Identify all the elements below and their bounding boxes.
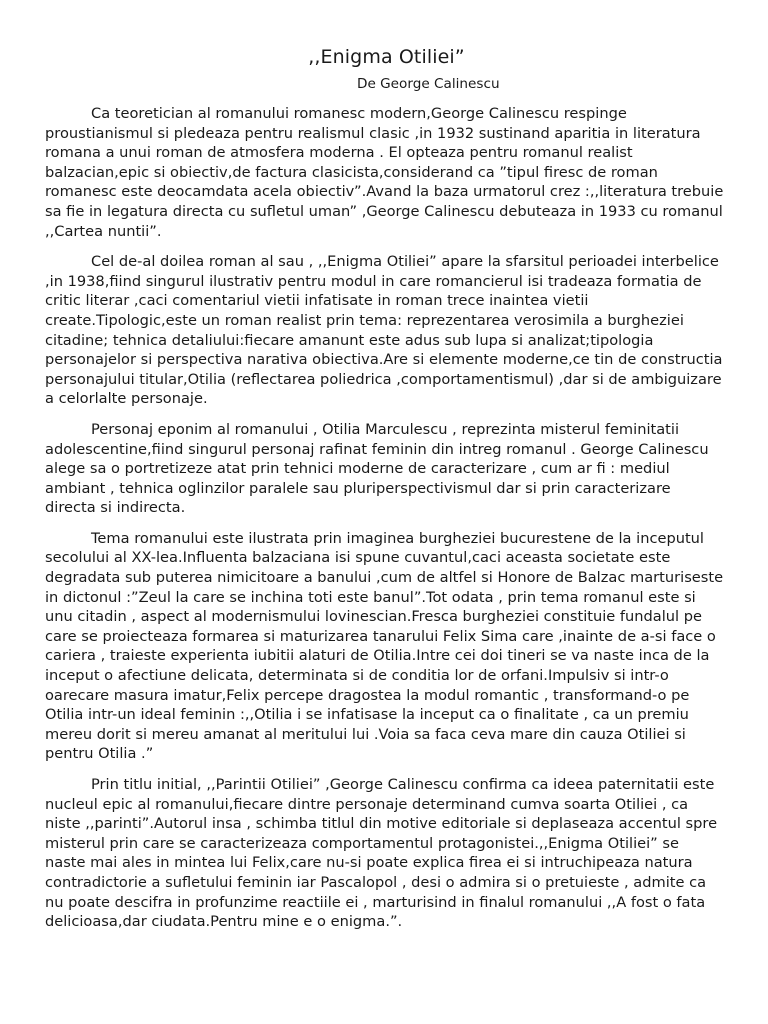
paragraph: Prin titlu initial, ,,Parintii Otiliei” ,George Calinescu confirma ca ideea paternitatii este nucleul epic al romanului,fiecare dintre personaje determinand cumva soarta Otiliei , ca niste ,,parinti”.Autorul insa , schimba titlul din motive editoriale si deplaseaza accentul spre misterul prin care se caracterizeaza comportamentul protagonistei.,,Enigma Otiliei” se naste mai ales in mintea lui Felix,care nu-si poate explica firea ei si intruchipeaza natura contradictorie a sufletului feminin iar Pascalopol , desi o admira si o pretuieste , admite ca nu poate descifra in profunzime reactiile ei , marturisind in finalul romanului ,,A fost o fata delicioasa,dar ciudata.Pentru mine e o enigma.”. <box>45 776 718 931</box>
paragraph: Personaj eponim al romanului , Otilia Marculescu , reprezinta misterul feminitatii adolescentine,fiind singurul personaj rafinat feminin din intreg romanul . George Calinescu alege sa o portretizeze atat prin tehnici moderne de caracterizare , cum ar fi : mediul ambiant , tehnica oglinzilor paralele sau pluriperspectivismul dar si prin caracterizare directa si indirecta. <box>45 420 709 517</box>
document-body <box>45 104 724 932</box>
document-author: De George Calinescu <box>357 76 500 92</box>
document-title: ,,Enigma Otiliei” <box>308 46 465 68</box>
paragraph: Tema romanului este ilustrata prin imaginea burgheziei bucurestene de la inceputul secolului al XX-lea.Influenta balzaciana isi spune cuvantul,caci aceasta societate este degradata sub puterea nimicitoare a banului ,cum de altfel si Honore de Balzac marturiseste in dictonul :”Zeul la care se inchina toti este banul”.Tot odata , prin tema romanul este si unu citadin , aspect al modernismului lovinescian.Fresca burgheziei constituie fundalul pe care se proiecteaza formarea si maturizarea tanarului Felix Sima care ,inainte de a-si face o cariera , traieste experienta iubitii alaturi de Otilia.Intre cei doi tineri se va naste inca de la inceput o afectiune delicata, determinata si de conditia lor de orfani.Impulsiv si intr-o oarecare masura imatur,Felix percepe dragostea la modul romantic , transformand-o pe Otilia intr-un ideal feminin :,,Otilia i se infatisase la inceput ca o finalitate , ca un premiu mereu dorit si mereu amanat al meritului lui .Voia sa faca ceva mare din cauza Otiliei si pentru Otilia .” <box>45 529 724 763</box>
paragraph: Cel de-al doilea roman al sau , ,,Enigma Otiliei” apare la sfarsitul perioadei interbelice ,in 1938,fiind singurul ilustrativ pentru modul in care romancierul isi tradeaza formatia de critic literar ,caci comentariul vietii infatisate in roman trece inaintea vietii create.Tipologic,este un roman realist prin tema: reprezentarea verosimila a burgheziei citadine; tehnica detaliului:fiecare amanunt este adus sub lupa si analizat;tipologia personajelor si perspectiva narativa obiectiva.Are si elemente moderne,ce tin de constructia personajului titular,Otilia (reflectarea poliedrica ,comportamentismul) ,dar si de ambiguizare a celorlalte personaje. <box>45 253 723 408</box>
paragraph: Ca teoretician al romanului romanesc modern,George Calinescu respinge proustianismul si pledeaza pentru realismul clasic ,in 1932 sustinand aparitia in literatura romana a unui roman de atmosfera moderna . El opteaza pentru romanul realist balzacian,epic si obiectiv,de factura clasicista,considerand ca ”tipul firesc de roman romanesc este deocamdata acela obiectiv”.Avand la baza urmatorul crez :,,literatura trebuie sa fie in legatura directa cu sufletul uman” ,George Calinescu debuteaza in 1933 cu romanul ,,Cartea nuntii”. <box>45 105 724 240</box>
